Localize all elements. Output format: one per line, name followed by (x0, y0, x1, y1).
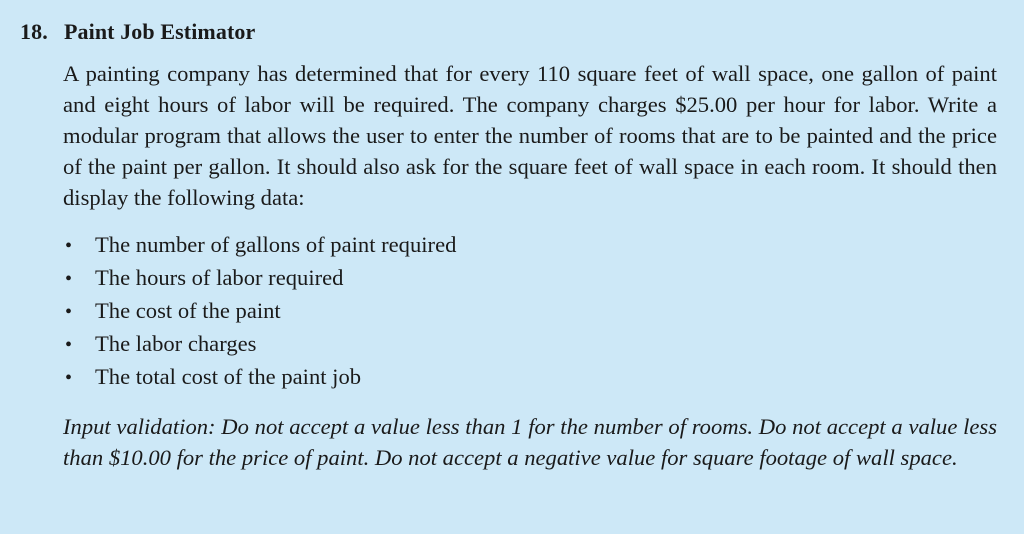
list-item (63, 295, 997, 328)
exercise-content (63, 58, 997, 473)
exercise-number: 18. (20, 19, 48, 44)
bullet-icon: • (65, 334, 73, 356)
list-item-text: The cost of the paint (95, 298, 281, 323)
list-item (63, 229, 997, 262)
exercise-title: Paint Job Estimator (64, 19, 256, 44)
bullet-icon: • (65, 301, 73, 323)
bullet-icon: • (65, 367, 73, 389)
list-item-text: The total cost of the paint job (95, 364, 362, 389)
output-list (63, 229, 997, 394)
list-item (63, 328, 997, 361)
exercise-heading (20, 18, 994, 46)
list-item-text: The number of gallons of paint required (95, 232, 457, 257)
list-item (63, 361, 997, 394)
bullet-icon: • (65, 268, 73, 290)
bullet-icon: • (65, 235, 73, 257)
exercise-description: A painting company has determined that for every 110 square feet of wall space, one gallon of paint and eight hours of labor will be required. The company charges $25.00 per hour for labor. Write a modular program that allows the user to enter the number of rooms that are to be painted and the price of the paint per gallon. It should also ask for the square feet of wall space in each room. It should then display the following data: (63, 61, 997, 210)
list-item-text: The hours of labor required (95, 265, 344, 290)
input-validation-note: Input validation: Do not accept a value less than 1 for the number of rooms. Do not accept a value less than $10.00 for the price of paint. Do not accept a negative value for square footage of wall space. (63, 414, 997, 470)
list-item (63, 262, 997, 295)
list-item-text: The labor charges (95, 331, 257, 356)
